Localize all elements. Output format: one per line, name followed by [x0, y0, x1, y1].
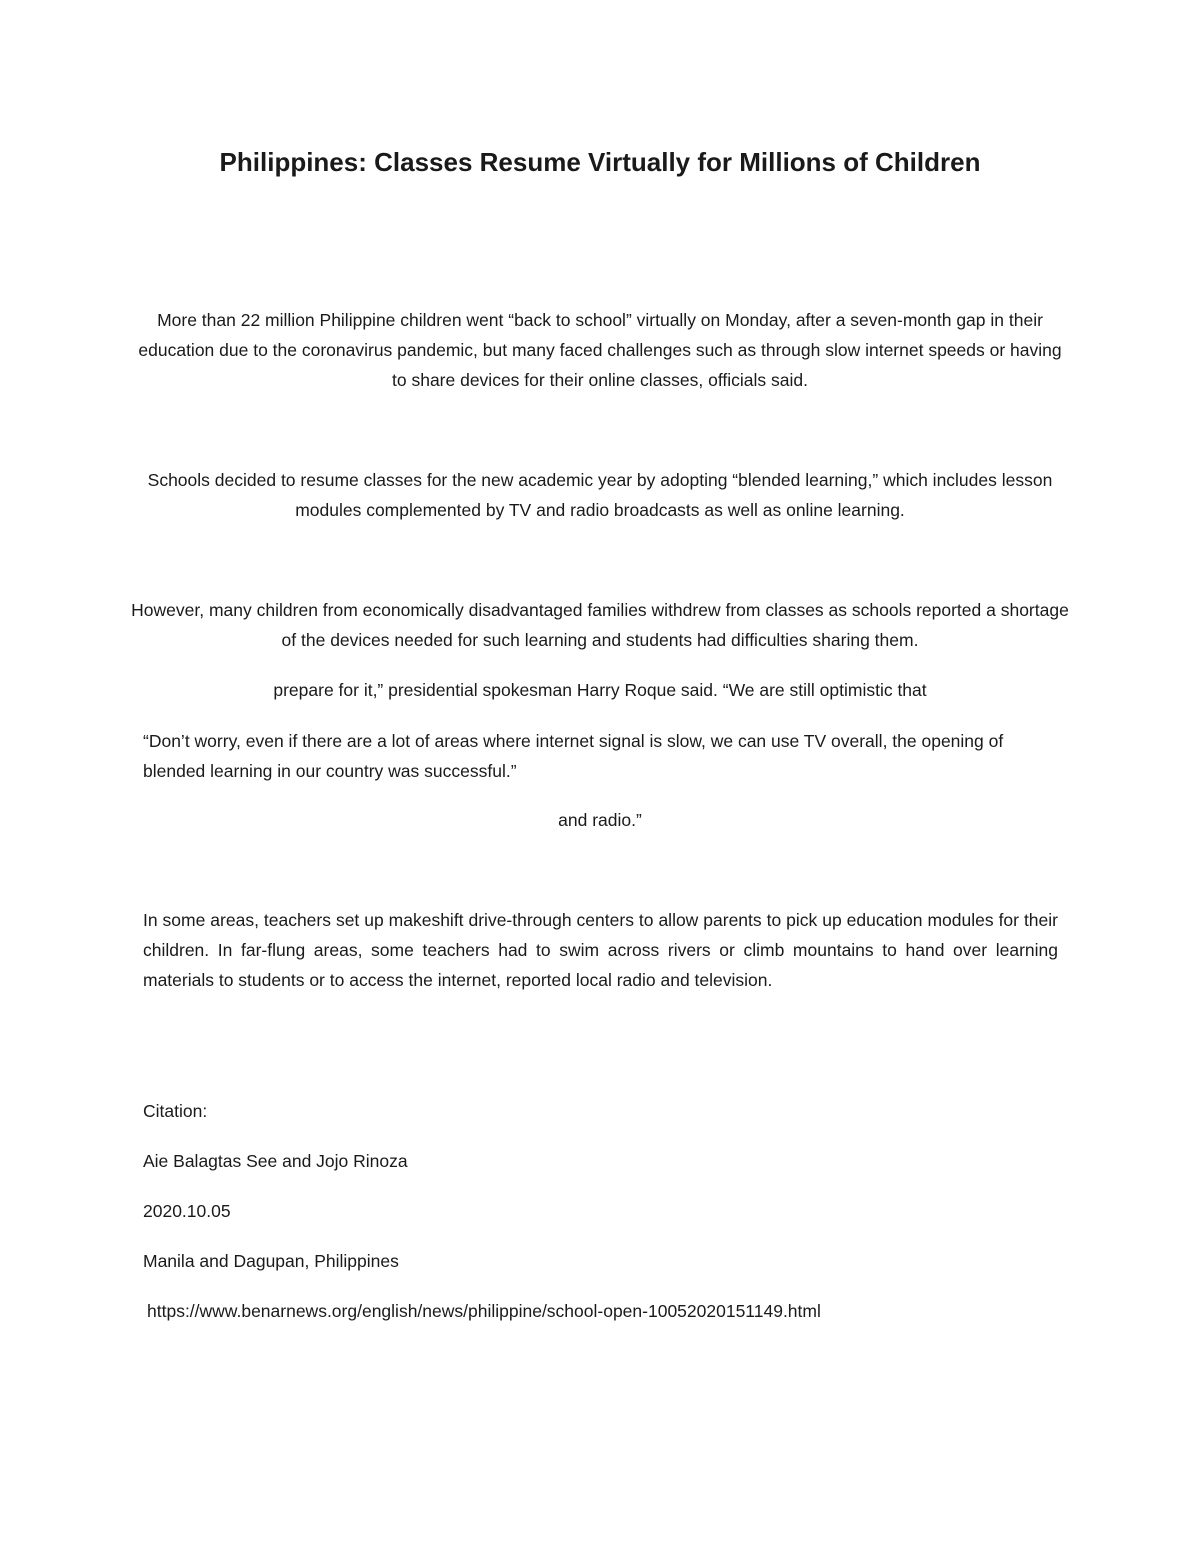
citation-date: 2020.10.05	[143, 1201, 231, 1221]
citation-authors: Aie Balagtas See and Jojo Rinoza	[143, 1151, 408, 1171]
paragraph-quote-end: and radio.”	[558, 810, 642, 830]
paragraph-quote-fragment: prepare for it,” presidential spokesman Harry Roque said. “We are still optimistic that	[273, 680, 927, 700]
paragraph-intro: More than 22 million Philippine children went “back to school” virtually on Monday, after a seven-month gap in their education due to the coronavirus pandemic, but many faced challenges such as through slow internet speeds or having to share devices for their online classes, officials said.	[138, 310, 1062, 390]
paragraph-teachers: In some areas, teachers set up makeshift drive-through centers to allow parents to pick up education modules for their children. In far-flung areas, some teachers had to swim across rivers or climb mountains to hand over learning materials to students or to access the internet, reported local radio and television.	[143, 910, 1058, 990]
paragraph-blended-learning: Schools decided to resume classes for the new academic year by adopting “blended learning,” which includes lesson modules complemented by TV and radio broadcasts as well as online learning.	[147, 470, 1053, 520]
paragraph-withdrawals: However, many children from economically disadvantaged families withdrew from classes as schools reported a shortage of the devices needed for such learning and students had difficulties sharing them.	[131, 600, 1069, 650]
citation-location: Manila and Dagupan, Philippines	[143, 1251, 399, 1271]
citation-url: https://www.benarnews.org/english/news/philippine/school-open-10052020151149.html	[147, 1301, 821, 1321]
citation-label: Citation:	[143, 1101, 208, 1121]
paragraph-quote-main: “Don’t worry, even if there are a lot of areas where internet signal is slow, we can use TV overall, the opening of blended learning in our country was successful.”	[143, 731, 1004, 781]
document-title: Philippines: Classes Resume Virtually for Millions of Children	[219, 147, 981, 177]
